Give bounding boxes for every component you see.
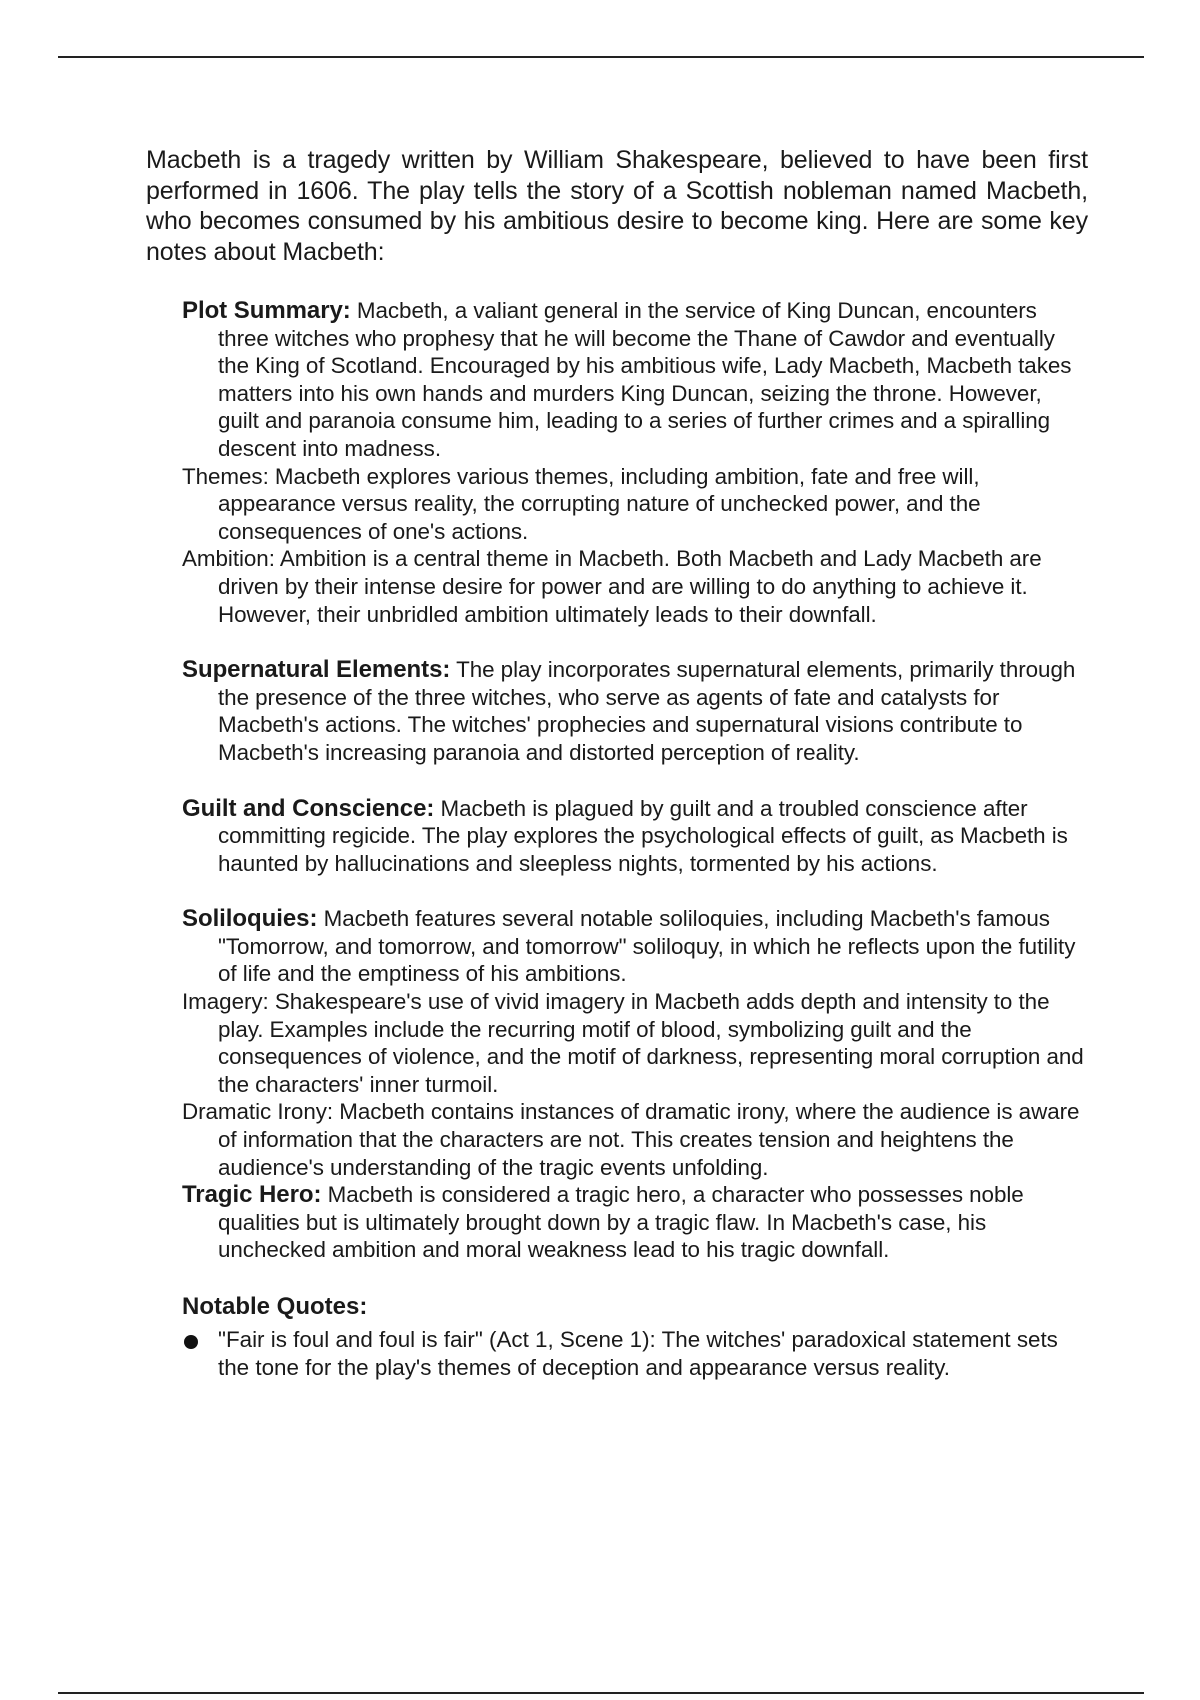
- note-label: Plot Summary:: [182, 297, 351, 324]
- note-dramatic-irony: [182, 1098, 1088, 1181]
- note-text: Macbeth explores various themes, including ambition, fate and free will, appearance versus reality, the corrupting nature of unchecked power, and the consequences of one's actions.: [218, 463, 981, 544]
- note-label: Ambition:: [182, 546, 275, 572]
- note-text: Macbeth features several notable soliloquies, including Macbeth's famous "Tomorrow, and tomorrow, and tomorrow" soliloquy, in which he reflects upon the futility of life and the emptiness of his ambitions.: [218, 906, 1076, 987]
- note-text: Ambition is a central theme in Macbeth. Both Macbeth and Lady Macbeth are driven by their intense desire for power and are willing to do anything to achieve it. However, their unbridled ambition ultimately leads to their downfall.: [218, 546, 1042, 627]
- note-text: Shakespeare's use of vivid imagery in Macbeth adds depth and intensity to the play. Examples include the recurring motif of blood, symbolizing guilt and the consequences of violence, and the motif of darkness, representing moral corruption and the characters' inner turmoil.: [218, 989, 1084, 1097]
- document-body: [146, 145, 1088, 1381]
- note-label: Themes:: [182, 463, 269, 489]
- quote-text: "Fair is foul and foul is fair" (Act 1, Scene 1): The witches' paradoxical statement sets the tone for the play's themes of deception and appearance versus reality.: [218, 1327, 1058, 1380]
- note-tragic-hero: [182, 1181, 1088, 1264]
- note-label: Imagery:: [182, 989, 269, 1015]
- note-supernatural-elements: [182, 656, 1088, 766]
- bullet-icon: [184, 1335, 198, 1349]
- note-themes: [182, 463, 1088, 546]
- note-imagery: [182, 988, 1088, 1098]
- header-rule: [58, 56, 1144, 58]
- quote-list-item: [182, 1326, 1088, 1381]
- note-plot-summary: [182, 297, 1088, 463]
- note-label: Dramatic Irony:: [182, 1099, 334, 1125]
- note-soliloquies: [182, 905, 1088, 988]
- note-label: Supernatural Elements:: [182, 656, 451, 684]
- note-text: Macbeth contains instances of dramatic irony, where the audience is aware of information that the characters are not. This creates tension and heightens the audience's understanding of the tragic events unfolding.: [218, 1099, 1080, 1180]
- footer-rule: [58, 1692, 1144, 1694]
- note-text: Macbeth is plagued by guilt and a troubled conscience after committing regicide. The play explores the psychological effects of guilt, as Macbeth is haunted by hallucinations and sleepless nights, tormented by his actions.: [218, 795, 1068, 876]
- note-ambition: [182, 545, 1088, 628]
- note-text: Macbeth is considered a tragic hero, a character who possesses noble qualities but is ultimately brought down by a tragic flaw. In Macbeth's case, his unchecked ambition and moral weakness lead to his tragic downfall.: [218, 1182, 1024, 1263]
- note-label: Tragic Hero:: [182, 1181, 322, 1209]
- note-label: Soliloquies:: [182, 905, 318, 933]
- quotes-heading: Notable Quotes:: [182, 1293, 368, 1320]
- note-text: The play incorporates supernatural elements, primarily through the presence of the three witches, who serve as agents of fate and catalysts for Macbeth's actions. The witches' prophecies and supernatural visions contribute to Macbeth's increasing paranoia and distorted perception of reality.: [218, 657, 1076, 765]
- intro-paragraph: Macbeth is a tragedy written by William Shakespeare, believed to have been first performed in 1606. The play tells the story of a Scottish nobleman named Macbeth, who becomes consumed by his ambitious desire to become king. Here are some key notes about Macbeth:: [146, 146, 1088, 266]
- note-text: Macbeth, a valiant general in the service of King Duncan, encounters three witches who prophesy that he will become the Thane of Cawdor and eventually the King of Scotland. Encouraged by his ambitious wife, Lady Macbeth, Macbeth takes matters into his own hands and murders King Duncan, seizing the throne. However, guilt and paranoia consume him, leading to a series of further crimes and a spiralling descent into madness.: [218, 298, 1072, 461]
- note-guilt-and-conscience: [182, 795, 1088, 878]
- note-label: Guilt and Conscience:: [182, 794, 435, 822]
